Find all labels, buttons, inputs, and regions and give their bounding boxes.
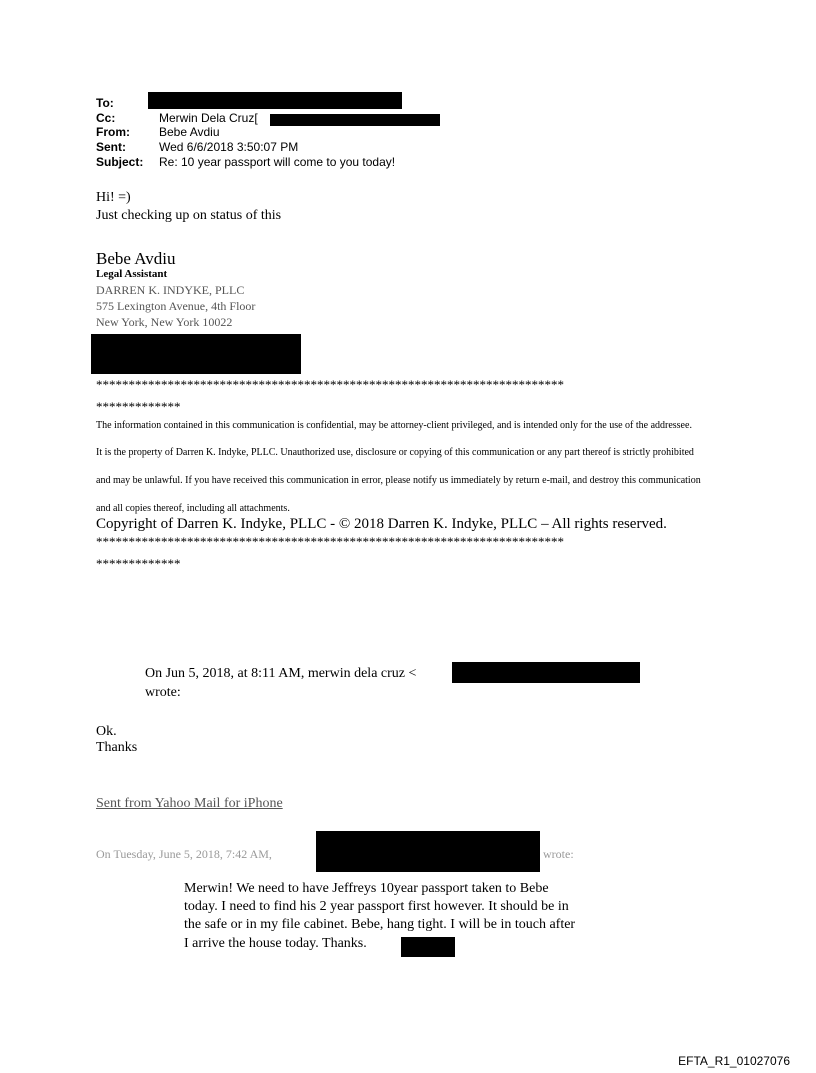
sent-from-yahoo-link[interactable]: Sent from Yahoo Mail for iPhone	[96, 796, 283, 811]
quote2-intro: On Tuesday, June 5, 2018, 7:42 AM,	[96, 847, 272, 861]
redaction-to	[148, 92, 402, 109]
redaction-quote2-sender	[316, 831, 540, 872]
email-header	[96, 97, 736, 177]
from-label: From:	[96, 125, 130, 139]
sent-row	[96, 141, 736, 155]
signature-name: Bebe Avdiu	[96, 249, 176, 268]
copyright-line: Copyright of Darren K. Indyke, PLLC - © 2018 Darren K. Indyke, PLLC – All rights reserved.	[96, 516, 667, 532]
redaction-cc	[270, 114, 440, 126]
redaction-signature	[91, 334, 301, 374]
quote1-intro: On Jun 5, 2018, at 8:11 AM, merwin dela cruz <	[145, 666, 417, 681]
quote2-line3: the safe or in my file cabinet. Bebe, hang tight. I will be in touch after	[184, 917, 576, 932]
quote1-ok: Ok.	[96, 724, 117, 739]
quote2-wrote: wrote:	[543, 847, 574, 861]
signature-address1: 575 Lexington Avenue, 4th Floor	[96, 299, 256, 313]
from-value: Bebe Avdiu	[159, 125, 220, 139]
signature-address2: New York, New York 10022	[96, 315, 233, 329]
sent-label: Sent:	[96, 140, 126, 154]
from-row	[96, 126, 736, 140]
subject-row	[96, 156, 736, 170]
redaction-quote1-sender	[452, 662, 640, 683]
stars-divider-top-cont: *************	[96, 399, 181, 414]
disclaimer-paragraph-3: and may be unlawful. If you have received this communication in error, please notify us immediately by return e-mail, and destroy this communication	[96, 475, 701, 486]
to-label: To:	[96, 96, 114, 110]
cc-label: Cc:	[96, 111, 116, 125]
redaction-quote2-signature	[401, 937, 455, 957]
cc-value: Merwin Dela Cruz[	[159, 111, 258, 125]
quote2-line2: today. I need to find his 2 year passport first however. It should be in	[184, 899, 569, 914]
body-line: Just checking up on status of this	[96, 208, 282, 223]
disclaimer-paragraph-1: The information contained in this communication is confidential, may be attorney-client privileged, and is intended only for the use of the addressee.	[96, 420, 692, 431]
document-id: EFTA_R1_01027076	[678, 1054, 790, 1068]
subject-label: Subject:	[96, 155, 144, 169]
greeting: Hi! =)	[96, 190, 131, 205]
sent-value: Wed 6/6/2018 3:50:07 PM	[159, 140, 299, 154]
quote1-wrote: wrote:	[145, 685, 181, 700]
disclaimer-paragraph-4: and all copies thereof, including all attachments.	[96, 503, 290, 514]
signature-title: Legal Assistant	[96, 268, 168, 280]
signature-firm: DARREN K. INDYKE, PLLC	[96, 283, 245, 297]
subject-value: Re: 10 year passport will come to you today!	[159, 155, 396, 169]
quote1-thanks: Thanks	[96, 740, 138, 755]
stars-divider-bottom: ************************************************************************	[96, 534, 564, 549]
disclaimer-paragraph-2: It is the property of Darren K. Indyke, PLLC. Unauthorized use, disclosure or copying of this communication or any part thereof is strictly prohibited	[96, 447, 694, 458]
quote2-line4: I arrive the house today. Thanks.	[184, 936, 367, 951]
stars-divider-bottom-cont: *************	[96, 556, 181, 571]
stars-divider-top: ************************************************************************	[96, 377, 564, 392]
quote2-line1: Merwin! We need to have Jeffreys 10year passport taken to Bebe	[184, 881, 549, 896]
